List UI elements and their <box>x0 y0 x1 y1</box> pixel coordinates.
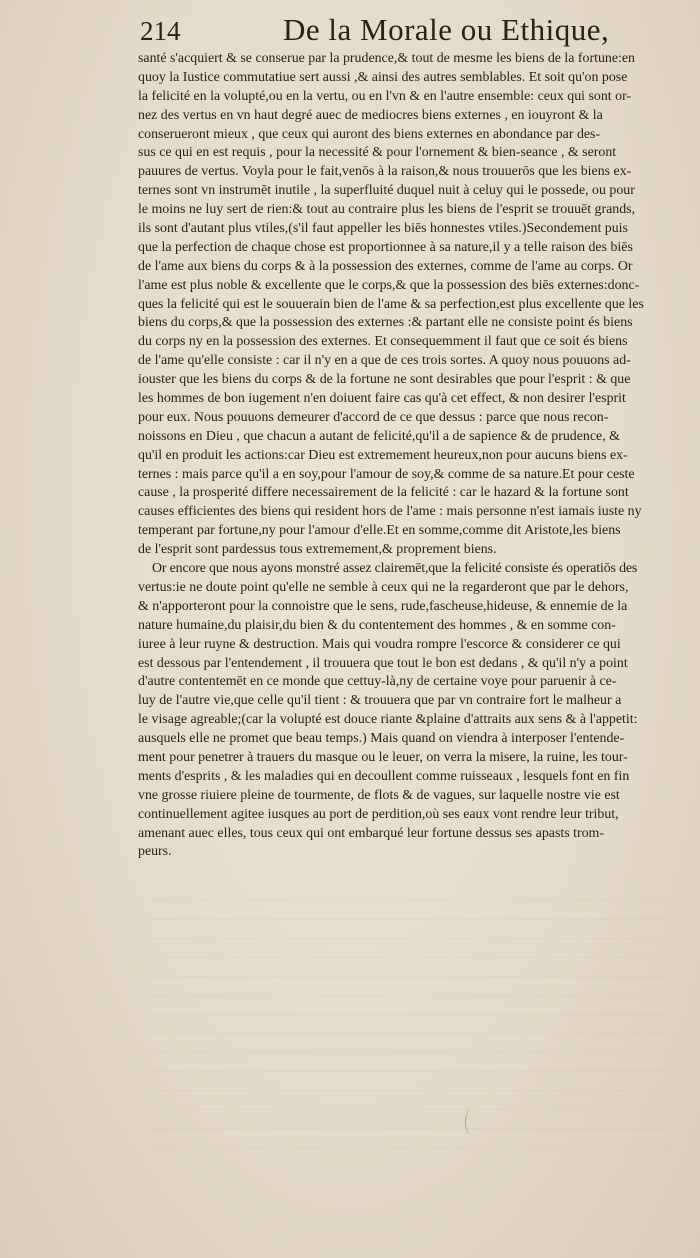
page-header <box>140 12 610 52</box>
text-line: d'autre contentemēt en ce monde que cettuy-là,ny de certaine voye pour paruenir à ce- <box>138 674 617 690</box>
text-line: pauures de vertus. Voyla pour le fait,venōs à la raison,& nous trouuerōs que les biens ex- <box>138 164 632 180</box>
text-line: le visage agreable;(car la volupté est douce riante &plaine d'attraits aux sens & à l'appetit: <box>138 712 638 728</box>
text-line: biens du corps,& que la possession des externes :& partant elle ne consiste point és biens <box>138 315 633 331</box>
text-line: noissons en Dieu , que chacun a autant de felicité,qu'il a de sapience & de prudence, & <box>138 428 620 444</box>
body-text <box>138 50 686 862</box>
text-line: les hommes de bon iugement n'en doiuent faire cas qu'à cet effect, & non desirer l'esprit <box>138 391 626 407</box>
text-line: de l'esprit sont pardessus tous extremement,& proprement biens. <box>138 542 497 558</box>
text-line: quoy la Iustice commutatiue sert aussi ,& ainsi des autres semblables. Et soit qu'on pose <box>138 69 628 85</box>
text-line: amenant auec elles, tous ceux qui ont embarqué leur fortune dessus ses apasts trom- <box>138 825 604 841</box>
page-number: 214 <box>140 16 181 46</box>
text-line: l'ame est plus noble & excellente que le corps,& que la possession des biēs externes:donc- <box>138 277 640 293</box>
text-line: ternes sont vn instrumēt inutile , la superfluité duquel nuit à celuy qui le possede, ou pour <box>138 183 635 199</box>
text-line: de l'ame qu'elle consiste : car il n'y en a que de ces trois sortes. A quoy nous pouuons ad- <box>138 353 631 369</box>
paper-mark <box>465 1110 476 1134</box>
text-line: nature humaine,du plaisir,du bien & du contentement des hommes , & en somme con- <box>138 617 616 633</box>
text-line: santé s'acquiert & se conserue par la prudence,& tout de mesme les biens de la fortune:en <box>138 51 635 66</box>
show-through-text <box>150 900 670 1160</box>
text-line: iouster que les biens du corps & de la fortune ne sont desirables que pour l'esprit : & que <box>138 372 631 388</box>
text-line: Or encore que nous ayons monstré assez clairemēt,que la felicité consiste és operatiōs des <box>152 561 638 577</box>
text-line: ausquels elle ne promet que beau temps.) Mais quand on viendra à interposer l'entende- <box>138 731 625 747</box>
text-line: & n'apporteront pour la connoistre que le sens, rude,fascheuse,hideuse, & ennemie de la <box>138 598 628 614</box>
text-line: vne grosse riuiere pleine de tourmente, de flots & de vagues, sur laquelle nostre vie est <box>138 787 620 803</box>
text-line: que la perfection de chaque chose est proportionnee à sa nature,il y a telle raison des biēs <box>138 239 633 255</box>
text-line: ques la felicité qui est le souuerain bien de l'ame & sa perfection,est plus excellente que les <box>138 296 644 312</box>
text-line: ments d'esprits , & les maladies qui en decoullent comme ruisseaux , lesquels font en fin <box>138 768 630 784</box>
text-line: la felicité en la volupté,ou en la vertu, ou en l'vn & en l'autre ensemble: ceux qui sont or- <box>138 88 632 104</box>
text-line: cause , la prosperité differe necessairement de la felicité : car le hazard & la fortune sont <box>138 485 629 501</box>
text-line: de l'ame aux biens du corps & à la possession des externes, comme de l'ame au corps. Or <box>138 258 633 274</box>
text-line: causes efficientes des biens qui resident hors de l'ame : mais personne n'est iamais iuste ny <box>138 504 642 520</box>
text-line: continuellement agitee iusques au port de perdition,où ses eaux vont rendre leur tribut, <box>138 806 619 822</box>
text-line: luy de l'autre vie,que celle qu'il tient : & trouuera que par vn contraire fort le malheur a <box>138 693 622 709</box>
text-line: est dessous par l'entendement , il trouuera que tout le bon est dedans , & qu'il n'y a point <box>138 655 628 671</box>
text-line: sus ce qui en est requis , pour la necessité & pour l'ornement & bien-seance , & seront <box>138 145 617 161</box>
text-line: le moins ne luy sert de rien:& tout au contraire plus les biens de l'esprit se trouuēt grands, <box>138 202 636 218</box>
text-line: ment pour penetrer à trauers du masque ou le leuer, on verra la misere, la ruine, les tour- <box>138 749 628 765</box>
text-line: conserueront mieux , que ceux qui auront des biens externes en abondance par des- <box>138 126 601 142</box>
text-line: ils sont d'autant plus vtiles,(s'il faut appeller les biēs honnestes vtiles.)Secondement puis <box>138 221 628 237</box>
text-line: temperant par fortune,ny pour l'amour d'elle.Et en somme,comme dit Aristote,les biens <box>138 523 621 539</box>
text-line: iuree à leur ruyne & destruction. Mais qui voudra rompre l'escorce & considerer ce qui <box>138 636 621 652</box>
text-line: pour eux. Nous pouuons demeurer d'accord de ce que dessus : parce que nous recon- <box>138 409 609 425</box>
text-line: nez des vertus en vn haut degré auec de mediocres biens externes , en iouyront & la <box>138 107 603 123</box>
text-line: peurs. <box>138 844 172 860</box>
text-line: ternes : mais parce qu'il a en soy,pour l'amour de soy,& comme de sa nature.Et pour ceste <box>138 466 635 482</box>
text-line: qu'il en produit les actions:car Dieu est extremement heureux,non pour aucuns biens ex- <box>138 447 628 463</box>
running-title: De la Morale ou Ethique, <box>283 12 610 47</box>
text-line: du corps ny en la possession des externes. Et consequemment il faut que ce soit és biens <box>138 334 628 350</box>
text-line: vertus:ie ne doute point qu'elle ne semble à ceux qui ne la regarderont que par le dehors, <box>138 579 629 595</box>
